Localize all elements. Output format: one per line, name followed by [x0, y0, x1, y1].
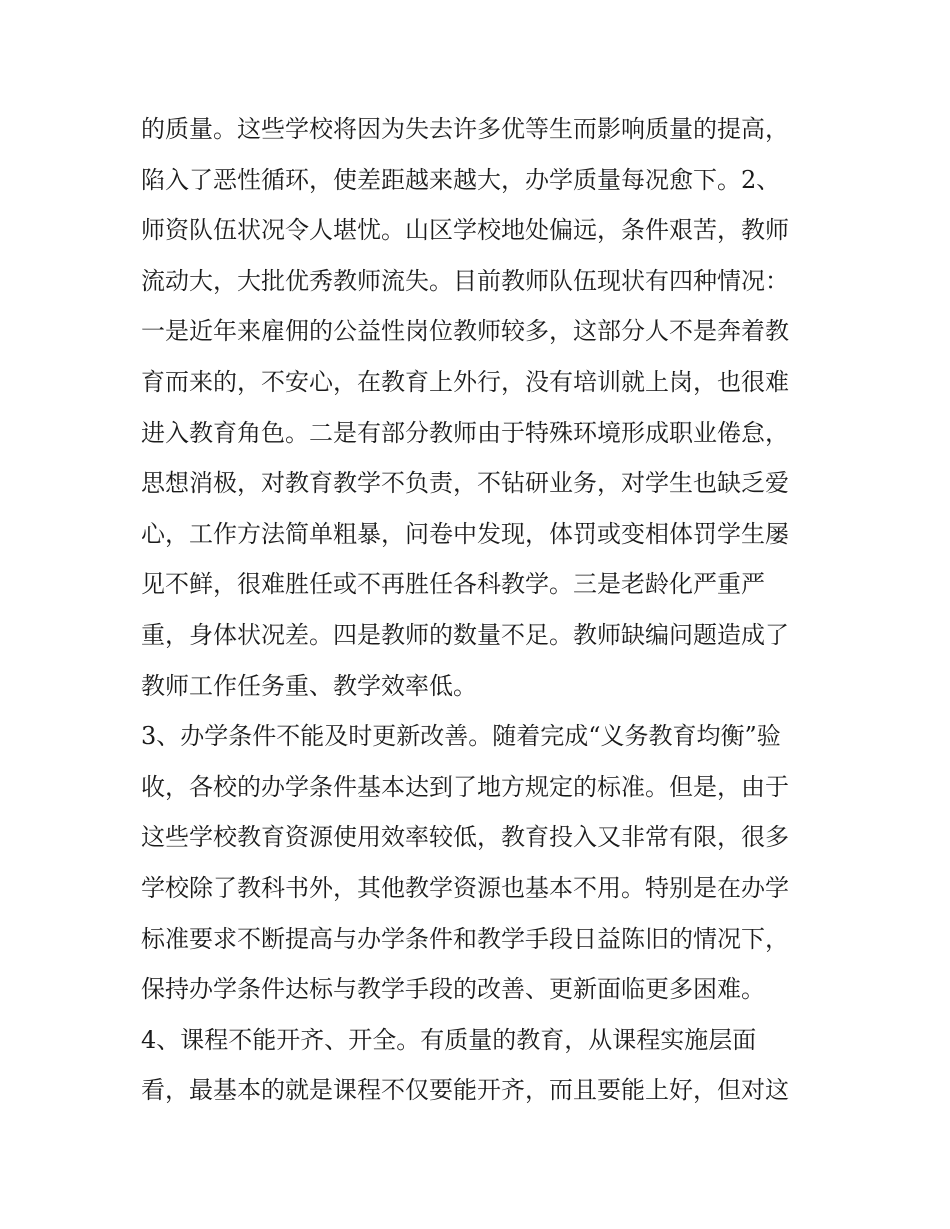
text-line: 师资队伍状况令人堪忧。山区学校地处偏远，条件艰苦，教师	[141, 216, 789, 245]
text-line: 一是近年来雇佣的公益性岗位教师较多，这部分人不是奔着教	[141, 317, 789, 346]
text-line: 看，最基本的就是课程不仅要能开齐，而且要能上好，但对这	[141, 1076, 789, 1105]
text-line: 重，身体状况差。四是教师的数量不足。教师缺编问题造成了	[141, 620, 789, 649]
text-line: 流动大，大批优秀教师流失。目前教师队伍现状有四种情况：	[141, 266, 789, 295]
text-line: 教师工作任务重、教学效率低。	[141, 671, 477, 700]
text-line: 育而来的，不安心，在教育上外行，没有培训就上岗，也很难	[141, 367, 789, 396]
text-line: 思想消极，对教育教学不负责，不钻研业务，对学生也缺乏爱	[141, 469, 789, 498]
text-line: 心，工作方法简单粗暴，问卷中发现，体罚或变相体罚学生屡	[141, 519, 789, 548]
text-line: 的质量。这些学校将因为失去许多优等生而影响质量的提高，	[141, 115, 789, 143]
body-text	[141, 104, 821, 1116]
text-line: 标准要求不断提高与办学条件和教学手段日益陈旧的情况下，	[141, 924, 789, 953]
text-line: 4、课程不能开齐、开全。有质量的教育，从课程实施层面	[141, 1025, 757, 1054]
text-line: 这些学校教育资源使用效率较低，教育投入又非常有限，很多	[141, 823, 789, 852]
text-line: 陷入了恶性循环，使差距越来越大，办学质量每况愈下。2、	[141, 165, 781, 194]
text-line: 保持办学条件达标与教学手段的改善、更新面临更多困难。	[141, 975, 765, 1004]
text-line: 进入教育角色。二是有部分教师由于特殊环境形成职业倦怠，	[141, 418, 789, 447]
text-line: 学校除了教科书外，其他教学资源也基本不用。特别是在办学	[141, 873, 789, 902]
text-line: 3、办学条件不能及时更新改善。随着完成“义务教育均衡”验	[141, 722, 781, 751]
text-line: 收，各校的办学条件基本达到了地方规定的标准。但是，由于	[141, 772, 789, 801]
text-line: 见不鲜，很难胜任或不再胜任各科教学。三是老龄化严重严	[141, 570, 765, 599]
